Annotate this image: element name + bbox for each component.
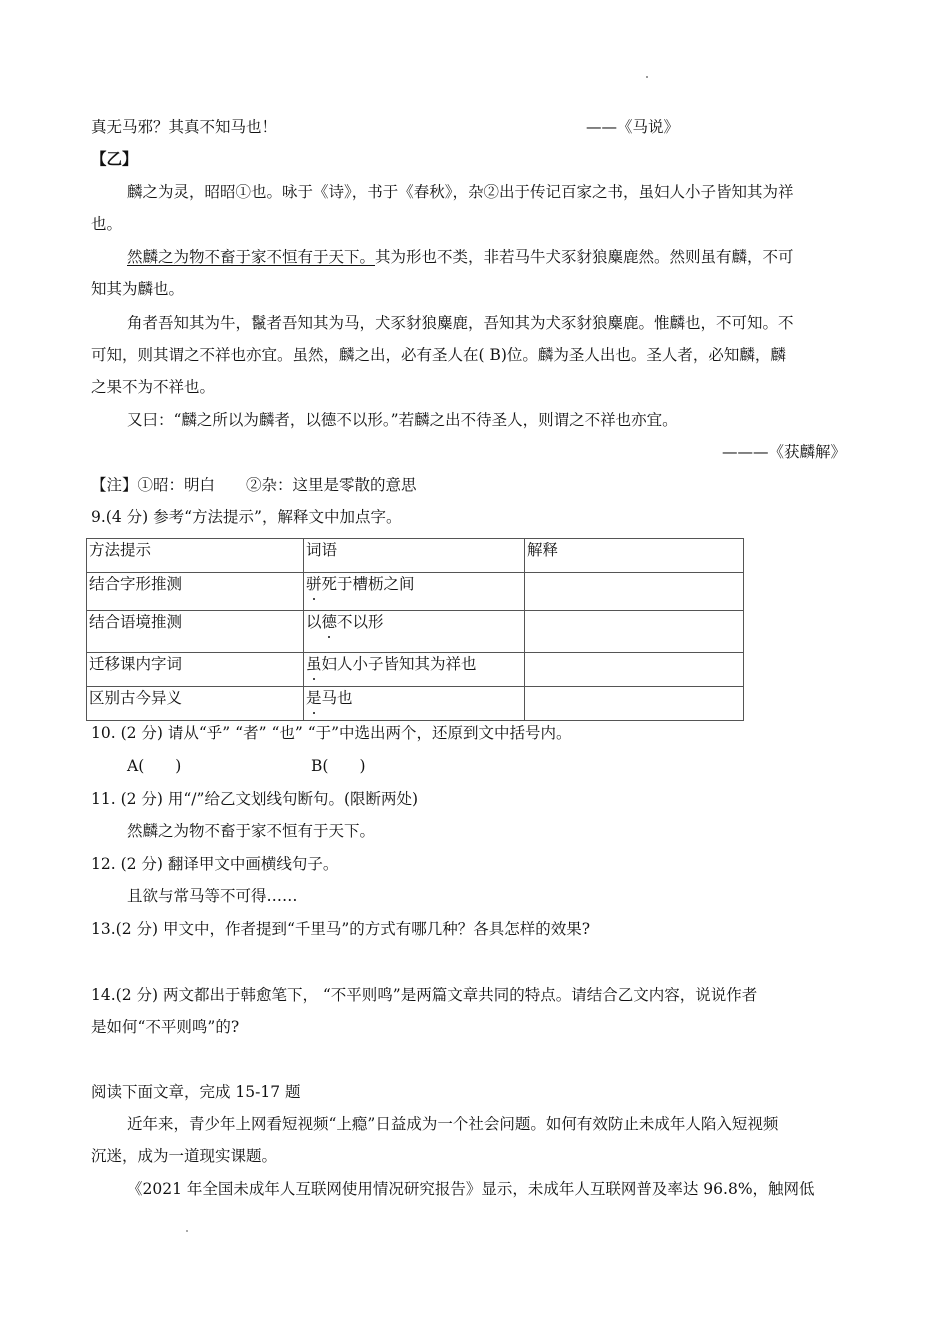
- jia-last-line: 真无马邪？其真不知马也！: [91, 118, 278, 136]
- reading-paragraph-1-line-1: 近年来，青少年上网看短视频“上瘾”日益成为一个社会问题。如何有效防止未成年人陷入短视频: [127, 1115, 779, 1133]
- yi-paragraph-1-line-1: 麟之为灵，昭昭①也。咏于《诗》，书于《春秋》，杂②出于传记百家之书，虽妇人小子皆知其为祥: [127, 183, 794, 201]
- word-cell: [304, 687, 525, 721]
- method-table: [86, 538, 744, 721]
- question-14-line-2: 是如何“不平则鸣”的?: [91, 1018, 240, 1036]
- question-12: 12. (2 分) 翻译甲文中画横线句子。: [91, 855, 339, 873]
- method-cell: 区别古今异义: [87, 687, 304, 721]
- answer-slot-b[interactable]: B( ): [311, 757, 366, 775]
- yi-source: ———《获麟解》: [721, 443, 846, 461]
- word-cell: [304, 653, 525, 687]
- table-row: [87, 573, 744, 611]
- question-11-sentence: 然麟之为物不畜于家不恒有于天下。: [127, 822, 376, 840]
- method-cell: 结合语境推测: [87, 611, 304, 653]
- table-row: [87, 611, 744, 653]
- dotted-char: 是: [306, 689, 322, 707]
- underlined-sentence: 然麟之为物不畜于家不恒有于天下。: [127, 248, 376, 266]
- word-cell: [304, 611, 525, 653]
- yi-heading: 【乙】: [91, 149, 138, 168]
- note: 【注】①昭：明白 ②杂：这里是零散的意思: [91, 476, 417, 494]
- yi-paragraph-2-line-2: 知其为麟也。: [91, 280, 185, 298]
- dotted-char: 骈: [306, 575, 322, 593]
- header-explanation: 解释: [525, 539, 744, 573]
- jia-source: ——《马说》: [586, 118, 680, 136]
- yi-paragraph-3-line-2: 可知，则其谓之不祥也亦宜。虽然，麟之出，必有圣人在( B)位。麟为圣人出也。圣人者，必知麟，麟: [91, 346, 786, 364]
- reading-paragraph-1-line-2: 沉迷，成为一道现实课题。: [91, 1147, 278, 1165]
- word-rest: 马也: [321, 689, 353, 707]
- question-10: 10. (2 分) 请从“乎” “者” “也” “于”中选出两个，还原到文中括号内。: [91, 724, 572, 742]
- word-rest: 不以形: [337, 613, 384, 631]
- question-12-sentence: 且欲与常马等不可得……: [127, 887, 298, 905]
- dotted-char: 德: [321, 613, 338, 631]
- method-cell: 迁移课内字词: [87, 653, 304, 687]
- yi-paragraph-3-line-1: 角者吾知其为牛，鬣者吾知其为马，犬豕豺狼麋鹿，吾知其为犬豕豺狼麋鹿。惟麟也，不可知。不: [127, 314, 794, 332]
- word-rest: 死于槽枥之间: [321, 575, 415, 593]
- yi-paragraph-2-line-1: [127, 246, 794, 268]
- yi-paragraph-2-rest: 其为形也不类，非若马牛犬豕豺狼麋鹿然。然则虽有麟，不可: [375, 248, 794, 266]
- yi-paragraph-3-line-3: 之果不为不祥也。: [91, 378, 216, 396]
- yi-paragraph-1-line-2: 也。: [91, 215, 123, 233]
- answer-cell[interactable]: [525, 653, 744, 687]
- answer-cell[interactable]: [525, 611, 744, 653]
- table-row: [87, 653, 744, 687]
- header-method: 方法提示: [87, 539, 304, 573]
- header-word: 词语: [304, 539, 525, 573]
- reading-intro: 阅读下面文章，完成 15-17 题: [91, 1083, 301, 1101]
- reading-paragraph-2-line-1: 《2021 年全国未成年人互联网使用情况研究报告》显示，未成年人互联网普及率达 96.8%，触网低: [127, 1180, 815, 1198]
- method-cell: 结合字形推测: [87, 573, 304, 611]
- answer-slot-a[interactable]: A( ): [127, 757, 182, 775]
- question-9: 9.(4 分) 参考“方法提示”，解释文中加点字。: [91, 508, 402, 526]
- word-rest: 妇人小子皆知其为祥也: [321, 655, 477, 673]
- dotted-char: 虽: [306, 655, 322, 673]
- table-row: [87, 687, 744, 721]
- scan-dot: [186, 1230, 188, 1232]
- word-cell: [304, 573, 525, 611]
- question-14-line-1: 14.(2 分) 两文都出于韩愈笔下， “不平则鸣”是两篇文章共同的特点。请结合乙文内容，说说作者: [91, 986, 758, 1004]
- answer-cell[interactable]: [525, 573, 744, 611]
- table-header-row: [87, 539, 744, 573]
- question-11: 11. (2 分) 用“/”给乙文划线句断句。(限断两处): [91, 790, 419, 808]
- question-13: 13.(2 分) 甲文中，作者提到“千里马”的方式有哪几种？各具怎样的效果?: [91, 920, 591, 938]
- yi-paragraph-4: 又曰：“麟之所以为麟者，以德不以形。”若麟之出不待圣人，则谓之不祥也亦宜。: [127, 411, 678, 429]
- answer-cell[interactable]: [525, 687, 744, 721]
- word-pre: 以: [306, 613, 322, 631]
- scan-dot: [646, 76, 648, 78]
